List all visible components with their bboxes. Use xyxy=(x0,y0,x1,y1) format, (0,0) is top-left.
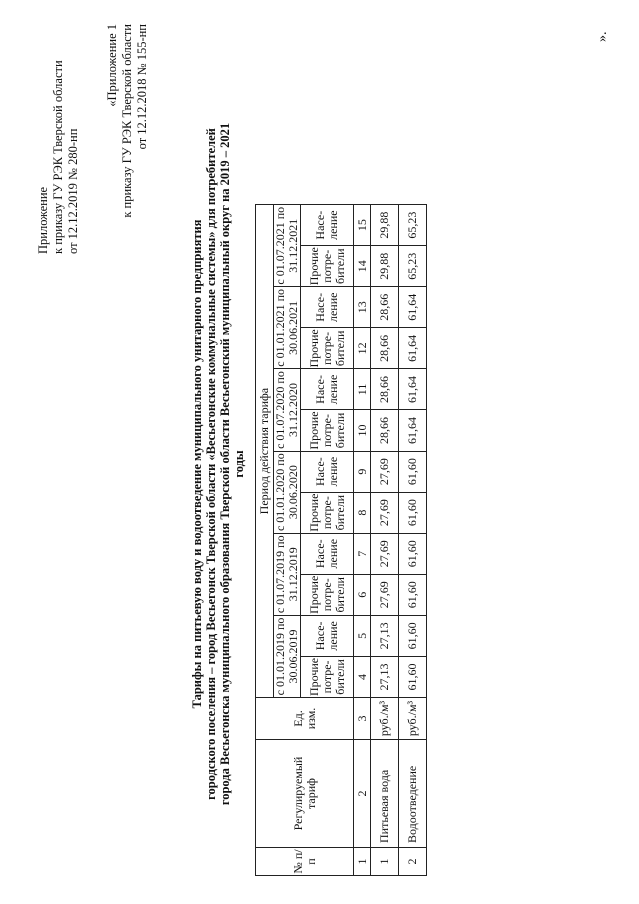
closing-quote-mark: ». xyxy=(595,31,610,42)
appendix-header-line: Приложение xyxy=(36,186,50,254)
row-number: 2 xyxy=(399,848,427,876)
tariff-table xyxy=(255,204,427,876)
appendix-reference-line: «Приложение 1 xyxy=(105,24,119,107)
tariff-value: 61,60 xyxy=(399,656,427,697)
appendix-header-line: от 12.12.2019 № 280-нп xyxy=(66,128,80,254)
tariff-name: Питьевая вода xyxy=(371,740,399,848)
header-period-range: с 01.01.2020 по 30.06.2020 xyxy=(274,451,301,533)
appendix-header xyxy=(36,24,81,254)
header-population: Насе- ление xyxy=(301,205,354,246)
tariff-value: 27,69 xyxy=(371,533,399,574)
tariff-value: 61,60 xyxy=(399,451,427,492)
tariff-value: 61,64 xyxy=(399,369,427,410)
header-population: Насе- ление xyxy=(301,615,354,656)
tariff-value: 61,60 xyxy=(399,574,427,615)
column-number: 15 xyxy=(354,205,371,246)
header-other-consumers: Прочие потре- бители xyxy=(301,410,354,451)
row-number: 1 xyxy=(371,848,399,876)
column-number: 6 xyxy=(354,574,371,615)
header-unit: Ед. изм. xyxy=(256,698,354,740)
column-number: 12 xyxy=(354,328,371,369)
tariff-value: 65,23 xyxy=(399,246,427,287)
header-no: № п/ п xyxy=(256,848,354,876)
header-other-consumers: Прочие потре- бители xyxy=(301,328,354,369)
column-number: 8 xyxy=(354,492,371,533)
column-number: 5 xyxy=(354,615,371,656)
tariff-value: 29,88 xyxy=(371,205,399,246)
header-period-range: с 01.07.2020 по 31.12.2020 xyxy=(274,369,301,451)
header-period-range: с 01.07.2019 по 31.12.2019 xyxy=(274,533,301,615)
title-line: городского поселения – город Весьегонск Тверской области «Весьегонские коммунальные системы» для потребителей xyxy=(204,128,218,800)
header-period: Период действия тарифа xyxy=(256,205,274,698)
column-number: 3 xyxy=(354,698,371,740)
column-number: 1 xyxy=(354,848,371,876)
header-tariff: Регулируемый тариф xyxy=(256,740,354,848)
appendix-reference-header xyxy=(105,24,150,254)
header-period-range: с 01.01.2019 по 30.06.2019 xyxy=(274,615,301,697)
unit: руб./м³ xyxy=(399,698,427,740)
header-other-consumers: Прочие потре- бители xyxy=(301,574,354,615)
tariff-value: 28,66 xyxy=(371,328,399,369)
table-row xyxy=(399,205,427,876)
header-other-consumers: Прочие потре- бители xyxy=(301,656,354,697)
title-line: Тарифы на питьевую воду и водоотведение муниципального унитарного предприятия xyxy=(190,219,204,709)
column-number: 10 xyxy=(354,410,371,451)
tariff-name: Водоотведение xyxy=(399,740,427,848)
header-population: Насе- ление xyxy=(301,451,354,492)
title-line: города Весьегонска муниципального образования Тверской области Весьегонский муниципальный округ на 2019 – 2021 годы xyxy=(218,122,246,806)
appendix-header-line: к приказу ГУ РЭК Тверской области xyxy=(51,60,65,254)
tariff-value: 27,13 xyxy=(371,656,399,697)
tariff-value: 27,69 xyxy=(371,574,399,615)
tariff-value: 27,69 xyxy=(371,492,399,533)
tariff-value: 61,60 xyxy=(399,533,427,574)
column-number: 11 xyxy=(354,369,371,410)
appendix-reference-line: от 12.12.2018 № 155-нп xyxy=(135,24,149,150)
appendix-reference-line: к приказу ГУ РЭК Тверской области xyxy=(120,24,134,218)
tariff-value: 61,64 xyxy=(399,410,427,451)
header-population: Насе- ление xyxy=(301,533,354,574)
header-period-range: с 01.07.2021 по 31.12.2021 xyxy=(274,205,301,287)
column-number: 14 xyxy=(354,246,371,287)
table-row xyxy=(371,205,399,876)
tariff-value: 65,23 xyxy=(399,205,427,246)
tariff-value: 61,60 xyxy=(399,492,427,533)
header-population: Насе- ление xyxy=(301,369,354,410)
column-number: 4 xyxy=(354,656,371,697)
tariff-value: 28,66 xyxy=(371,410,399,451)
tariff-value: 27,69 xyxy=(371,451,399,492)
tariff-value: 28,66 xyxy=(371,287,399,328)
tariff-value: 28,66 xyxy=(371,369,399,410)
tariff-value: 29,88 xyxy=(371,246,399,287)
document-title xyxy=(190,114,246,814)
header-other-consumers: Прочие потре- бители xyxy=(301,246,354,287)
header-other-consumers: Прочие потре- бители xyxy=(301,492,354,533)
header-population: Насе- ление xyxy=(301,287,354,328)
tariff-value: 61,64 xyxy=(399,287,427,328)
column-number: 7 xyxy=(354,533,371,574)
column-number: 2 xyxy=(354,740,371,848)
column-number: 9 xyxy=(354,451,371,492)
tariff-value: 61,60 xyxy=(399,615,427,656)
unit: руб./м³ xyxy=(371,698,399,740)
tariff-value: 61,64 xyxy=(399,328,427,369)
column-number: 13 xyxy=(354,287,371,328)
header-period-range: с 01.01.2021 по 30.06.2021 xyxy=(274,287,301,369)
tariff-value: 27,13 xyxy=(371,615,399,656)
